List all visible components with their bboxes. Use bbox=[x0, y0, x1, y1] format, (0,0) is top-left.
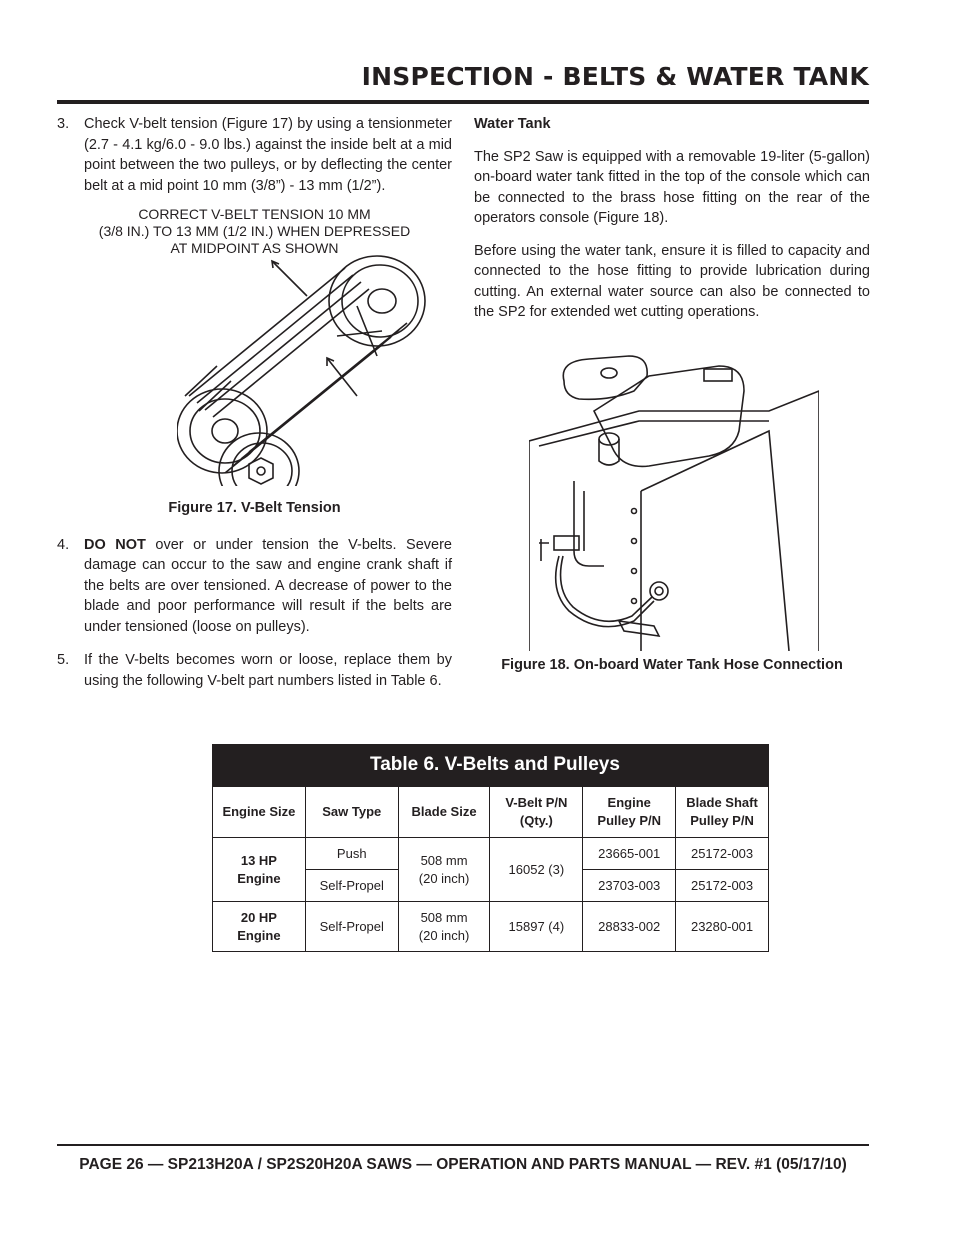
list-number: 5. bbox=[57, 652, 70, 668]
engine-pulley-cell: 23665-001 bbox=[583, 838, 676, 870]
list-item-5 bbox=[57, 650, 452, 691]
column-header bbox=[676, 787, 769, 838]
page-title: INSPECTION - BELTS & WATER TANK bbox=[361, 62, 869, 91]
list-text: If the V-belts becomes worn or loose, replace them by using the following V-belt part numbers listed in Table 6. bbox=[84, 652, 452, 689]
header-line: Pulley P/N bbox=[597, 813, 661, 828]
vbelt-tension-drawing bbox=[177, 246, 427, 486]
warning-emphasis: DO NOT bbox=[84, 536, 146, 553]
cell-line: Engine bbox=[237, 927, 281, 943]
list-number: 3. bbox=[57, 116, 70, 132]
vbelt-table bbox=[212, 786, 769, 952]
title-rule bbox=[57, 100, 869, 104]
section-heading: Water Tank bbox=[474, 116, 551, 132]
cell-line: 20 HP bbox=[240, 909, 277, 925]
vbelt-cell: 15897 (4) bbox=[490, 902, 583, 952]
left-column bbox=[57, 114, 452, 691]
list-number: 4. bbox=[57, 536, 70, 553]
list-item-4 bbox=[57, 535, 452, 638]
header-line: Pulley P/N bbox=[690, 813, 754, 828]
saw-type-cell: Self-Propel bbox=[305, 902, 398, 952]
header-line: V-Belt P/N bbox=[505, 795, 568, 810]
figure-17 bbox=[57, 206, 452, 506]
engine-size-cell bbox=[213, 902, 306, 952]
figure-18 bbox=[474, 335, 870, 645]
table-header-row bbox=[213, 787, 769, 838]
table-row bbox=[213, 838, 769, 870]
callout-line: (3/8 IN.) TO 13 MM (1/2 IN.) WHEN DEPRESSED bbox=[98, 223, 411, 239]
blade-size-cell bbox=[398, 902, 490, 952]
column-header: Engine Size bbox=[213, 787, 306, 838]
blade-size-cell bbox=[398, 838, 490, 902]
cell-line: (20 inch) bbox=[418, 870, 470, 886]
header-line: Engine bbox=[607, 795, 651, 810]
blade-pulley-cell: 23280-001 bbox=[676, 902, 769, 952]
blade-pulley-cell: 25172-003 bbox=[676, 838, 769, 870]
cell-line: (20 inch) bbox=[418, 927, 470, 943]
list-text: over or under tension the V-belts. Severe damage can occur to the saw and engine crank shaft if the belts are over tensioned. A decrease of power to the blade and poor performance will result if the belts are under tensioned (loose on pulleys). bbox=[84, 536, 452, 635]
cell-line: Engine bbox=[237, 870, 281, 886]
column-header: Saw Type bbox=[305, 787, 398, 838]
table-title: Table 6. V-Belts and Pulleys bbox=[212, 744, 769, 786]
cell-line: 508 mm bbox=[420, 909, 468, 925]
engine-size-cell bbox=[213, 838, 306, 902]
table-row bbox=[213, 902, 769, 952]
blade-pulley-cell: 25172-003 bbox=[676, 870, 769, 902]
vbelt-cell: 16052 (3) bbox=[490, 838, 583, 902]
footer-rule bbox=[57, 1144, 869, 1146]
figure-17-caption: Figure 17. V-Belt Tension bbox=[168, 500, 341, 516]
cell-line: 13 HP bbox=[240, 852, 277, 868]
page-footer: PAGE 26 — SP213H20A / SP2S20H20A SAWS — OPERATION AND PARTS MANUAL — REV. #1 (05/17/10) bbox=[79, 1156, 847, 1173]
right-column bbox=[474, 114, 870, 675]
list-text: Check V-belt tension (Figure 17) by using a tensionmeter (2.7 - 4.1 kg/6.0 - 9.0 lbs.) against the inside belt at a mid point between the two pulleys, or by deflecting the center belt at a mid point 10 mm (3/8”) - 13 mm (1/2”). bbox=[84, 116, 452, 194]
table-6 bbox=[212, 744, 769, 952]
engine-pulley-cell: 23703-003 bbox=[583, 870, 676, 902]
callout-line: AT MIDPOINT AS SHOWN bbox=[170, 240, 339, 256]
saw-type-cell: Push bbox=[305, 838, 398, 870]
callout-line: CORRECT V-BELT TENSION 10 MM bbox=[138, 206, 371, 222]
paragraph: Before using the water tank, ensure it is filled to capacity and connected to the hose fitting to provide lubrication during cutting. An external water source can also be connected to the SP2 for extended wet cutting operations. bbox=[474, 242, 870, 320]
header-line: Blade Shaft bbox=[686, 795, 758, 810]
paragraph: The SP2 Saw is equipped with a removable 19-liter (5-gallon) on-board water tank fitted in the top of the console which can be connected to the brass hose fitting on the rear of the operators console (Figure 18). bbox=[474, 148, 870, 226]
column-header bbox=[583, 787, 676, 838]
cell-line: 508 mm bbox=[420, 852, 468, 868]
figure-18-caption: Figure 18. On-board Water Tank Hose Connection bbox=[501, 656, 843, 673]
list-item-3 bbox=[57, 114, 452, 196]
header-line: (Qty.) bbox=[519, 813, 553, 828]
engine-pulley-cell: 28833-002 bbox=[583, 902, 676, 952]
column-header bbox=[490, 787, 583, 838]
water-tank-drawing bbox=[529, 351, 819, 651]
saw-type-cell: Self-Propel bbox=[305, 870, 398, 902]
column-header: Blade Size bbox=[398, 787, 490, 838]
